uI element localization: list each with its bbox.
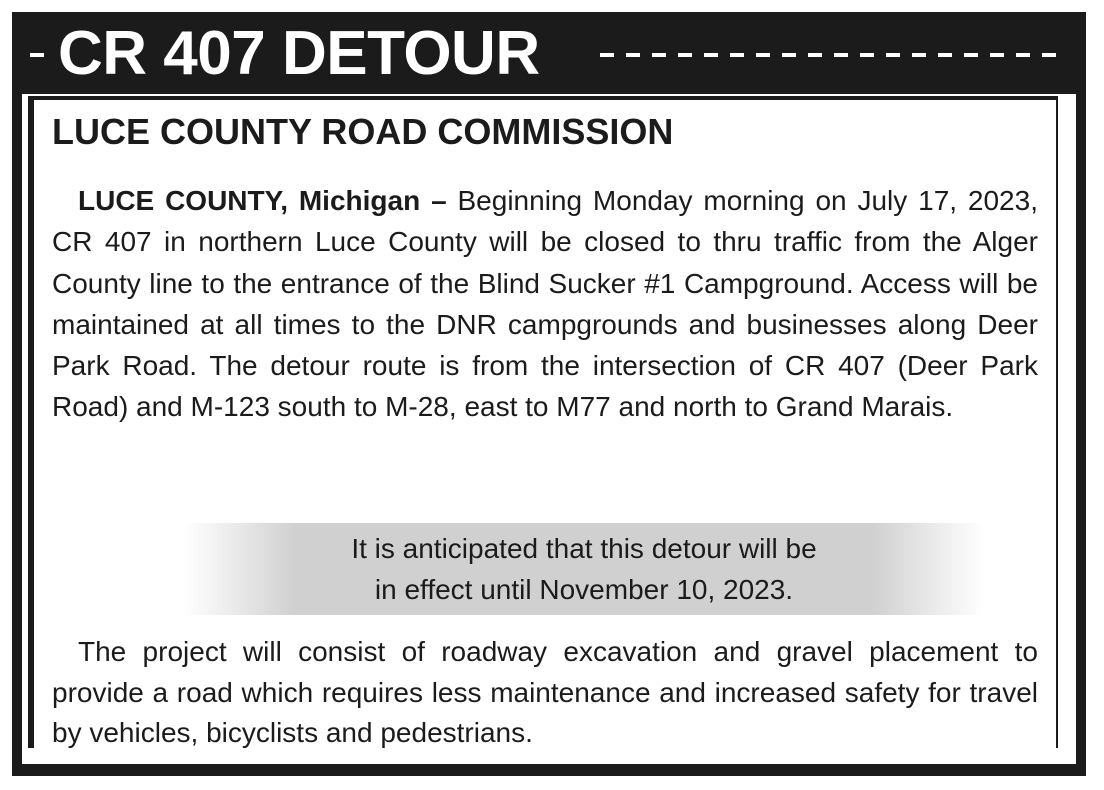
header-bar: [22, 12, 1076, 94]
detour-notice: [12, 12, 1086, 776]
callout-line-2: in effect until November 10, 2023.: [374, 574, 794, 605]
organization-title: LUCE COUNTY ROAD COMMISSION: [52, 111, 674, 152]
header-dashed-rule: [600, 53, 1066, 57]
closing-paragraph: The project will consist of roadway excavation and gravel placement to provide a road which requires less maintenance and increased safety for travel by vehicles, bicyclists and pedestrians.: [52, 636, 1038, 748]
notice-body: [28, 96, 1058, 748]
lead-body: Beginning Monday morning on July 17, 2023, CR 407 in northern Luce County will be closed to thru traffic from the Alger County line to the entrance of the Blind Sucker #1 Campground. Access will be maintained at all times to the DNR campgrounds and businesses along Deer Park Road. The detour route is from the intersection of CR 407 (Deer Park Road) and M-123 south to M-28, east to M77 and north to Grand Marais.: [52, 185, 1038, 423]
lead-paragraph: [52, 180, 1038, 428]
dateline: LUCE COUNTY, Michigan –: [78, 185, 447, 216]
callout-line-1: It is anticipated that this detour will be: [351, 533, 817, 564]
header-dash-left: [30, 53, 44, 57]
anticipated-end-callout: [184, 523, 984, 615]
notice-title: CR 407 DETOUR: [58, 19, 540, 88]
